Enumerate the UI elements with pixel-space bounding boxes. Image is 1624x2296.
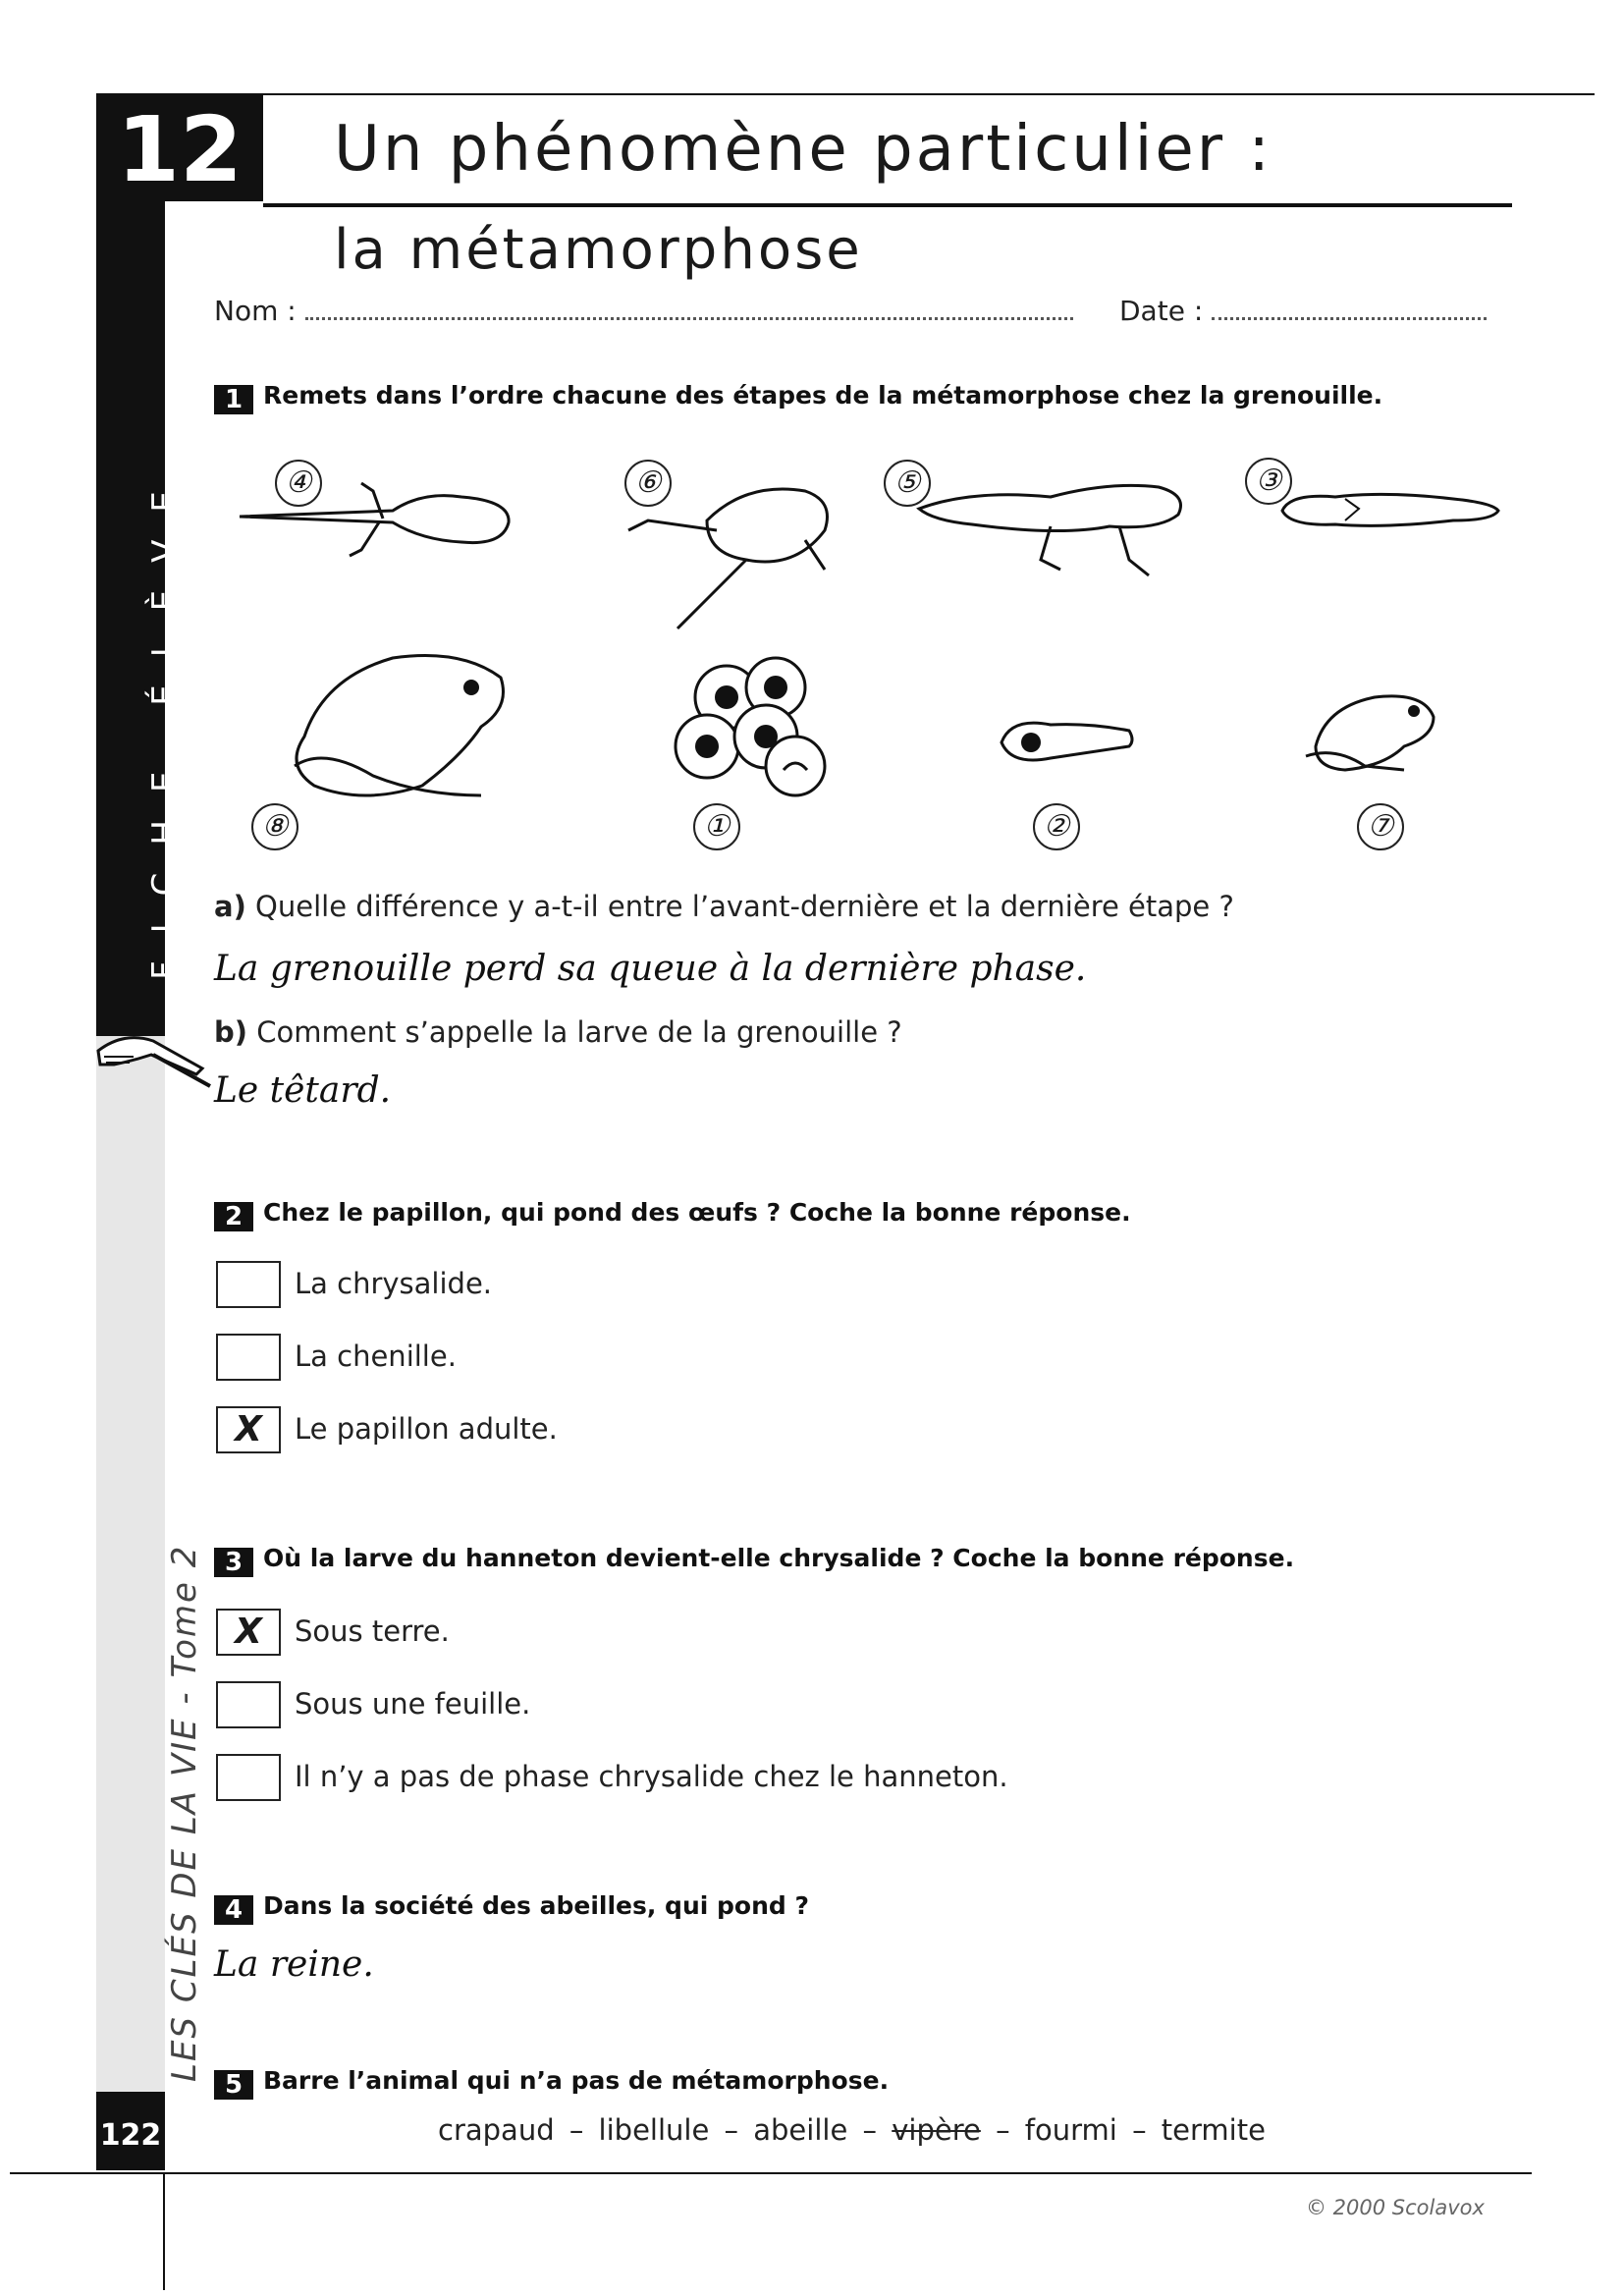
q1b-text: Comment s’appelle la larve de la grenouille ?	[256, 1015, 902, 1049]
name-dotted-line	[305, 317, 1073, 320]
copyright: © 2000 Scolavox	[1306, 2196, 1485, 2219]
q5-instruction	[214, 2066, 889, 2100]
stage-label-4: ③	[1245, 458, 1292, 505]
side-label: FICHE ÉLÈVE	[145, 464, 185, 980]
q2-number: 2	[214, 1202, 253, 1231]
separator: –	[568, 2113, 584, 2147]
stage-figure-eggs	[668, 648, 835, 815]
pencil-hand-icon	[94, 1021, 212, 1100]
stage-figure-hatchling	[992, 707, 1139, 776]
stage-label-8: ⑦	[1357, 803, 1404, 850]
date-label: Date :	[1119, 295, 1204, 327]
footer-rule	[10, 2172, 1532, 2174]
animal-option[interactable]: termite	[1161, 2113, 1266, 2147]
q2-instruction	[214, 1198, 1131, 1231]
stage-figure-adult-frog	[265, 638, 530, 815]
animal-option[interactable]: fourmi	[1024, 2113, 1117, 2147]
q1-text: Remets dans l’ordre chacune des étapes de la métamorphose chez la grenouille.	[263, 381, 1383, 410]
q1a-label: a)	[214, 890, 246, 923]
stage-figure-young-frog	[1296, 678, 1443, 786]
stage-figure-tadpole-four-legs	[913, 462, 1198, 589]
stage-figure-tadpole-gills	[1276, 481, 1502, 540]
animal-option[interactable]: abeille	[753, 2113, 848, 2147]
separator: –	[724, 2113, 739, 2147]
separator: –	[862, 2113, 878, 2147]
page-number: 122	[96, 2102, 165, 2170]
q4-instruction	[214, 1891, 809, 1925]
stage-label-7: ②	[1033, 803, 1080, 850]
q5-animal-list	[438, 2113, 1266, 2147]
q2-checkbox-3[interactable]: X	[216, 1406, 281, 1453]
q3-instruction	[214, 1544, 1294, 1577]
q3-checkbox-1[interactable]: X	[216, 1609, 281, 1656]
q3-option-2: Sous une feuille.	[295, 1687, 531, 1721]
q1b-question	[214, 1015, 902, 1049]
name-field[interactable]	[214, 295, 1073, 327]
q2-option-2: La chenille.	[295, 1339, 457, 1373]
chapter-number: 12	[96, 93, 263, 201]
stage-label-1: ④	[275, 460, 322, 507]
q3-checkbox-2[interactable]	[216, 1681, 281, 1728]
animal-option[interactable]: libellule	[598, 2113, 710, 2147]
title-underline	[263, 203, 1512, 207]
separator: –	[1132, 2113, 1147, 2147]
animal-option-struck[interactable]: vipère	[892, 2113, 981, 2147]
q1a-text: Quelle différence y a-t-il entre l’avant-dernière et la dernière étape ?	[255, 890, 1234, 923]
q2-text: Chez le papillon, qui pond des œufs ? Coche la bonne réponse.	[263, 1198, 1131, 1227]
top-rule	[96, 93, 1595, 95]
stage-label-6: ①	[693, 803, 740, 850]
q2-option-1: La chrysalide.	[295, 1267, 493, 1300]
date-dotted-line	[1212, 317, 1487, 320]
page-subtitle: la métamorphose	[334, 218, 863, 282]
q2-checkbox-1[interactable]	[216, 1261, 281, 1308]
q2-checkbox-2[interactable]	[216, 1334, 281, 1381]
q1-instruction	[214, 381, 1382, 414]
q1a-question	[214, 890, 1234, 923]
q5-number: 5	[214, 2070, 253, 2100]
animal-option[interactable]: crapaud	[438, 2113, 555, 2147]
date-field[interactable]	[1119, 295, 1487, 327]
stage-label-5: ⑧	[251, 803, 298, 850]
q4-answer[interactable]: La reine.	[214, 1944, 374, 1985]
q3-option-3: Il n’y a pas de phase chrysalide chez le hanneton.	[295, 1760, 1008, 1793]
q2-option-3: Le papillon adulte.	[295, 1412, 558, 1446]
q1b-label: b)	[214, 1015, 248, 1049]
stage-label-3: ⑤	[884, 460, 931, 507]
q1-number: 1	[214, 385, 253, 414]
q4-number: 4	[214, 1895, 253, 1925]
side-series: LES CLÉS DE LA VIE - Tome 2	[165, 1544, 204, 2082]
q4-text: Dans la société des abeilles, qui pond ?	[263, 1891, 809, 1920]
q3-text: Où la larve du hanneton devient-elle chrysalide ? Coche la bonne réponse.	[263, 1544, 1295, 1572]
q1a-answer[interactable]: La grenouille perd sa queue à la dernière phase.	[214, 949, 1087, 989]
q5-text: Barre l’animal qui n’a pas de métamorphose.	[263, 2066, 890, 2095]
q3-checkbox-3[interactable]	[216, 1754, 281, 1801]
name-label: Nom :	[214, 295, 297, 327]
stage-label-2: ⑥	[624, 460, 672, 507]
page-title: Un phénomène particulier :	[334, 113, 1272, 186]
q3-number: 3	[214, 1548, 253, 1577]
q3-option-1: Sous terre.	[295, 1614, 450, 1648]
separator: –	[996, 2113, 1010, 2147]
q1b-answer[interactable]: Le têtard.	[214, 1070, 392, 1111]
